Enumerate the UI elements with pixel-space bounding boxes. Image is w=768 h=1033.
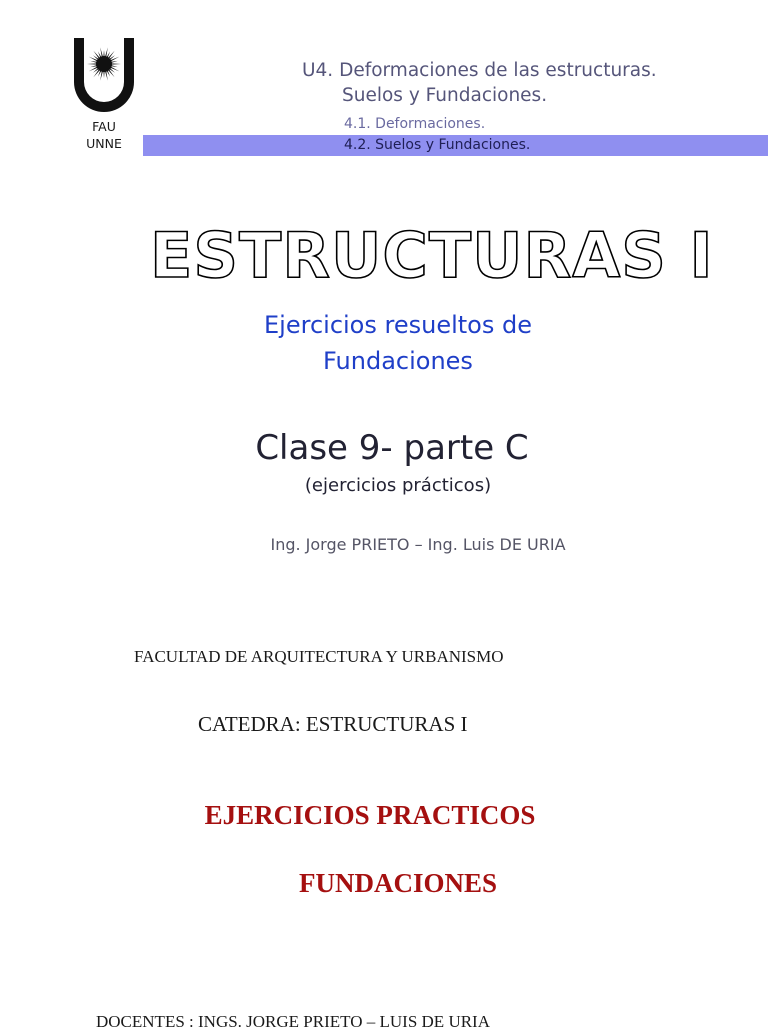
sun-ray [93, 51, 100, 59]
topic-item-deformaciones: 4.1. Deformaciones. [344, 116, 486, 132]
sun-ray [105, 71, 108, 81]
class-title: Clase 9- parte C [255, 428, 529, 468]
sun-ray [87, 63, 97, 64]
sun-ray [100, 47, 103, 57]
unit-title: U4. Deformaciones de las estructuras. [302, 60, 657, 81]
logo-label [72, 118, 136, 152]
sun-ray [108, 51, 115, 59]
sun-ray [93, 69, 100, 77]
sun-ray [110, 57, 119, 62]
practice-title: EJERCICIOS PRACTICOS [204, 800, 536, 830]
cover-subtitle-line-2: Fundaciones [323, 347, 473, 375]
chair-name: CATEDRA: ESTRUCTURAS I [198, 712, 468, 736]
sun-ray [108, 69, 115, 77]
sun-ray [89, 66, 98, 71]
topic-item-suelos-fundaciones: 4.2. Suelos y Fundaciones. [344, 137, 531, 153]
sun-icon [87, 47, 121, 80]
teachers-line: DOCENTES : INGS. JORGE PRIETO – LUIS DE URIA [96, 1012, 490, 1031]
cover-subtitle-line-1: Ejercicios resueltos de [264, 311, 532, 339]
course-title: ESTRUCTURAS I [150, 219, 714, 292]
sun-ray [111, 61, 118, 63]
faculty-name: FACULTAD DE ARQUITECTURA Y URBANISMO [134, 647, 504, 666]
unit-subtitle: Suelos y Fundaciones. [342, 85, 548, 106]
sun-ray [111, 63, 121, 64]
logo-line-unne: UNNE [86, 136, 122, 151]
authors: Ing. Jorge PRIETO – Ing. Luis DE URIA [270, 535, 566, 554]
sun-ray [103, 71, 104, 78]
class-note: (ejercicios prácticos) [304, 475, 492, 496]
sun-ray [90, 65, 97, 67]
sun-ray [110, 66, 119, 71]
sun-ray [111, 65, 118, 67]
logo-line-fau: FAU [92, 119, 116, 134]
sun-ray [105, 47, 108, 57]
fau-unne-logo [70, 36, 138, 116]
sun-ray [89, 57, 98, 62]
sun-ray [90, 61, 97, 63]
sun-ray [100, 71, 103, 81]
practice-subtitle: FUNDACIONES [298, 868, 498, 898]
sun-ray [103, 50, 104, 57]
